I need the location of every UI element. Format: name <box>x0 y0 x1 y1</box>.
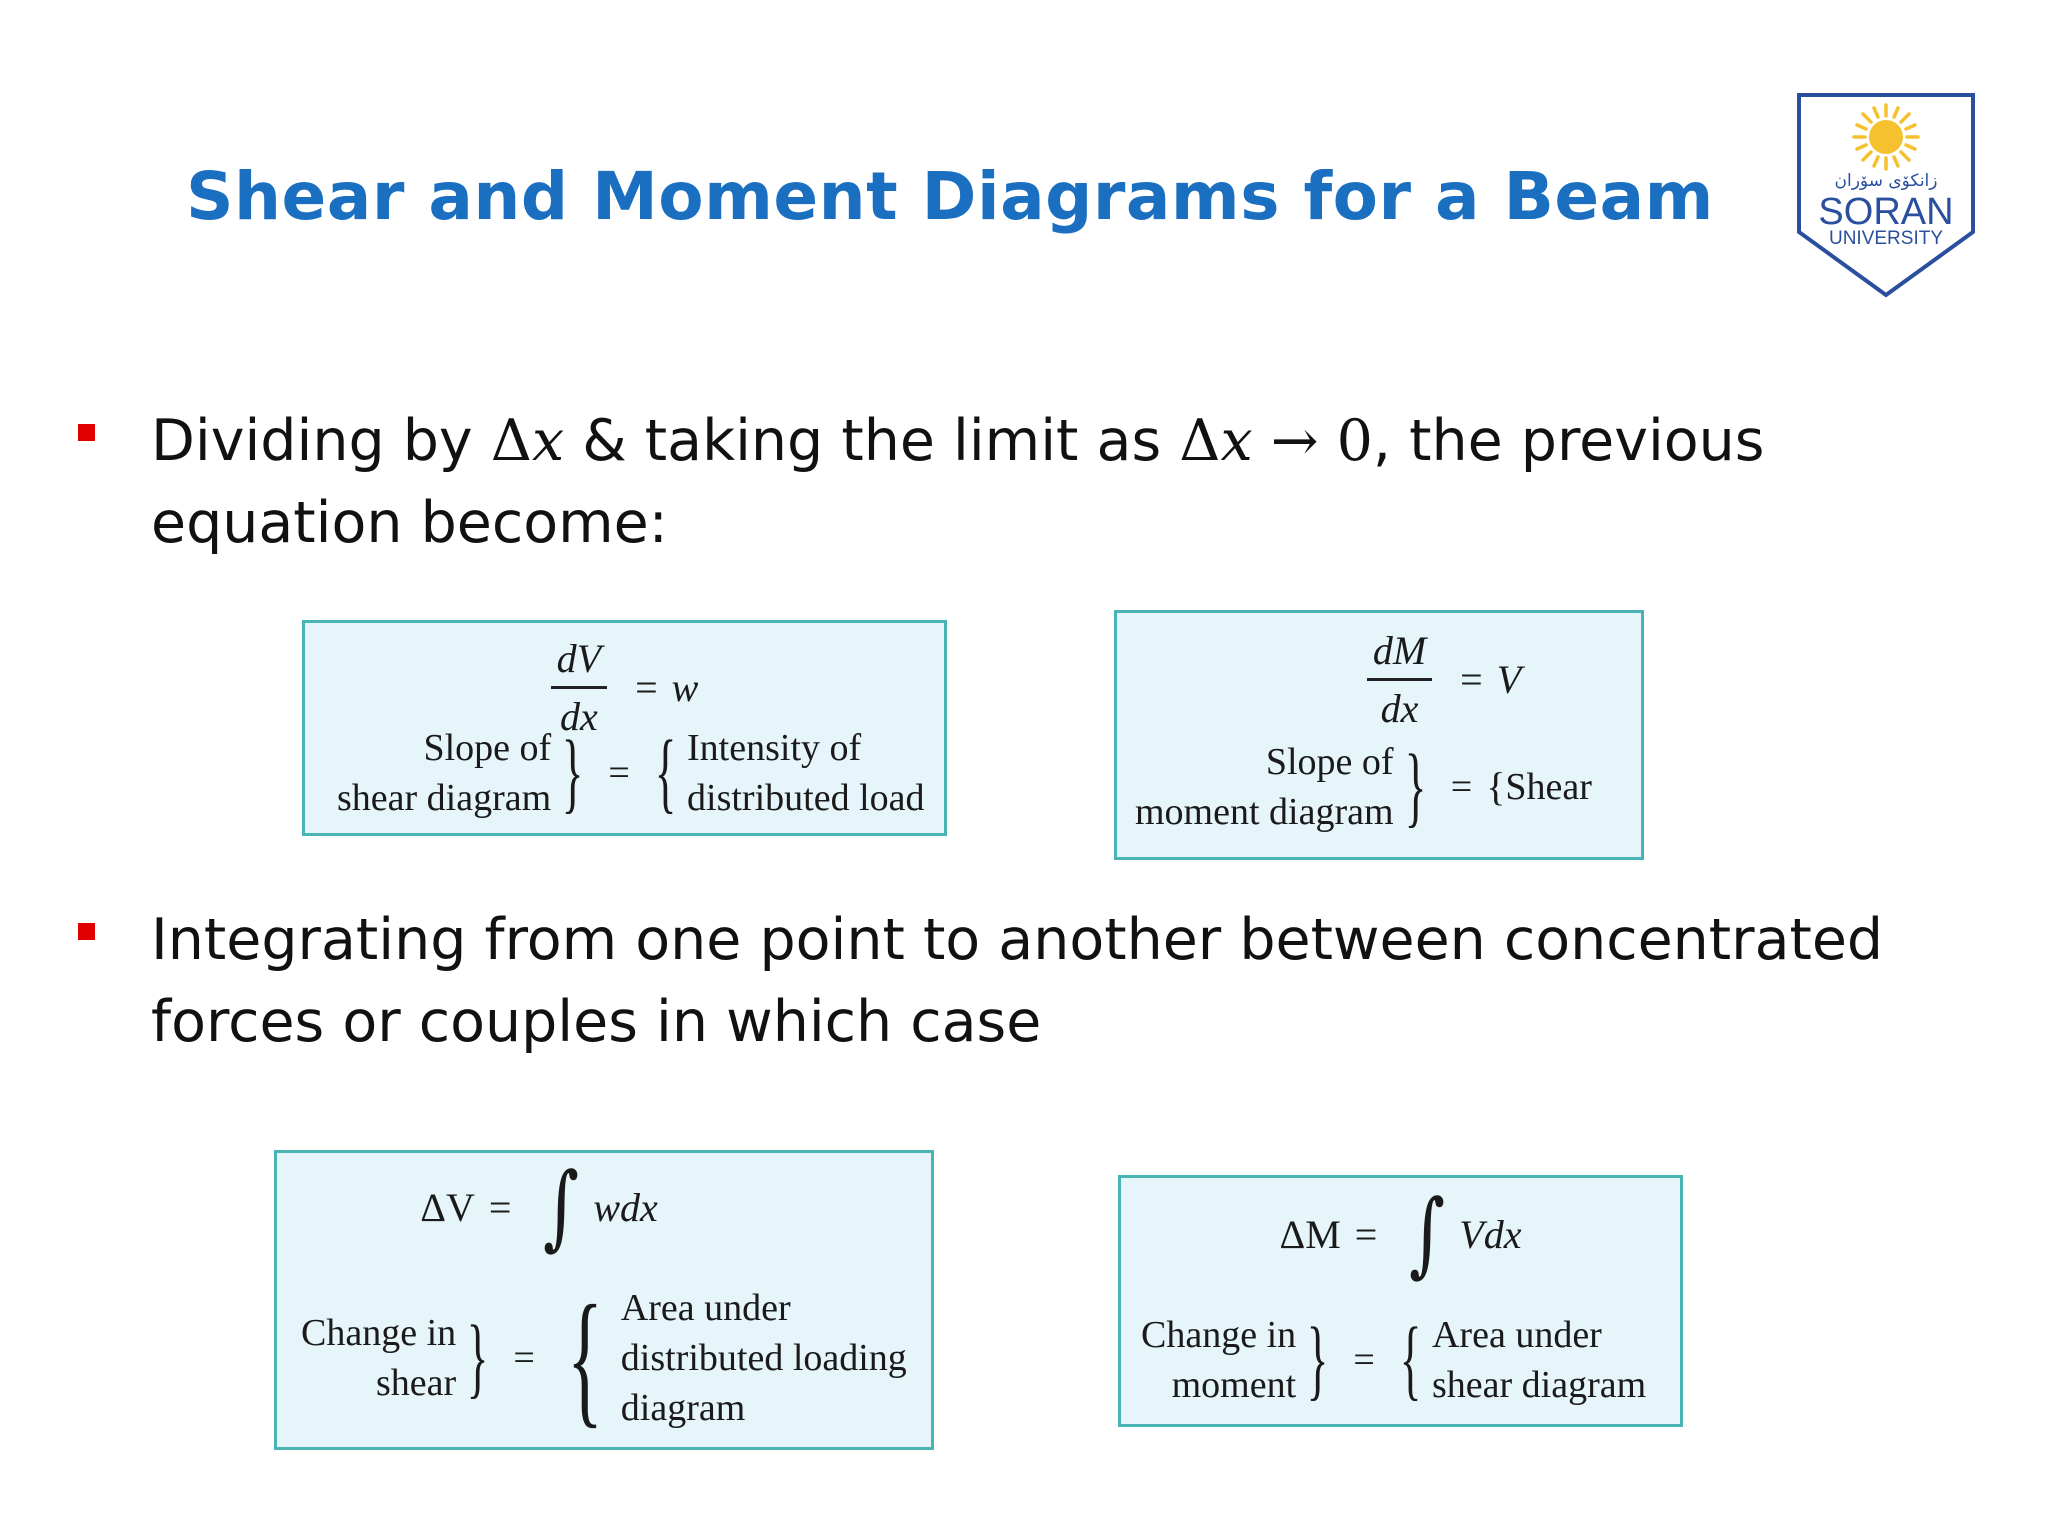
equation-moment-slope: $\frac{dM}{dx}$ = V <box>1247 627 1641 732</box>
logo-subtitle: UNIVERSITY <box>1828 228 1944 249</box>
fraction: $\frac{dV}{dx}$ <box>551 635 607 740</box>
integral-sign: ∫ <box>543 1153 580 1260</box>
logo-arabic-text: زانکۆی سۆران <box>1834 171 1938 191</box>
right-brace: } <box>1404 737 1426 836</box>
equation-words-shear-change: Change in shear } = { Area under distributed loading diagram <box>301 1275 907 1441</box>
left-brace: { <box>566 1275 603 1441</box>
bullet-text: Dividing by Δx & taking the limit as Δx → 0, the previous equation become: <box>151 408 1765 556</box>
integral-sign: ∫ <box>1409 1180 1446 1287</box>
bullet-text: Integrating from one point to another between concentrated forces or couples in which case <box>151 907 1884 1055</box>
bullet-marker <box>78 424 95 441</box>
equation-box-shear-slope <box>302 620 947 836</box>
equation-words-shear-slope: Slope of shear diagram } = { Intensity of distributed load <box>337 723 925 822</box>
soran-university-logo <box>1796 92 1976 298</box>
equation-moment-change: ΔM = ∫ Vdx <box>1279 1180 1522 1287</box>
bullet-marker <box>78 923 95 940</box>
left-brace: { <box>1399 1310 1422 1409</box>
right-brace: } <box>561 723 584 822</box>
slide-title: Shear and Moment Diagrams for a Beam <box>186 158 1714 235</box>
equation-words-moment-change: Change in moment } = { Area under shear diagram <box>1141 1310 1647 1409</box>
sun-icon <box>1854 105 1918 169</box>
bullet-dividing <box>78 400 1938 564</box>
fraction: $\frac{dM}{dx}$ <box>1367 627 1432 732</box>
right-brace: } <box>1306 1310 1329 1409</box>
equation-shear-slope: $\frac{dV}{dx}$ = w <box>305 635 944 740</box>
right-brace: } <box>466 1308 489 1407</box>
equation-shear-change: ΔV = ∫ wdx <box>420 1153 658 1260</box>
logo-name: SORAN <box>1818 191 1954 233</box>
equation-box-shear-change <box>274 1150 934 1450</box>
left-brace: { <box>654 723 677 822</box>
equation-box-moment-change <box>1118 1175 1683 1427</box>
left-brace: { <box>1486 764 1506 809</box>
bullet-integrating <box>78 899 1938 1063</box>
equation-box-moment-slope <box>1114 610 1644 860</box>
equation-words-moment-slope: Slope of moment diagram } = { Shear <box>1135 737 1592 836</box>
